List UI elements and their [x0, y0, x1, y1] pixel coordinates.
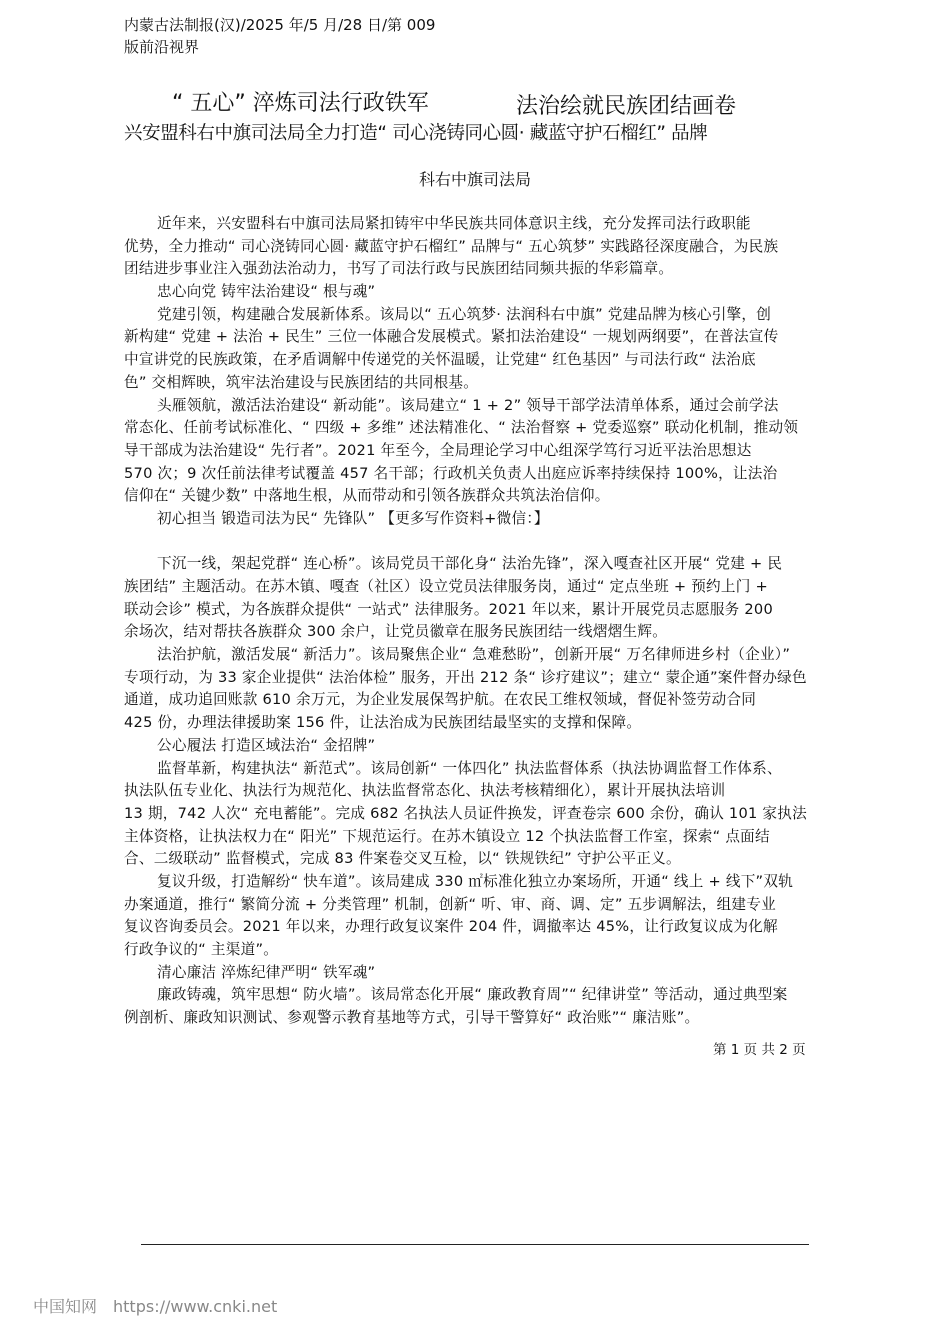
body-line: 复议升级，打造解纷“ 快车道”。该局建成 330 ㎡标准化独立办案场所，开通“ 线上 + 线下”双轨 [157, 872, 794, 890]
newspaper-source-line: 内蒙古法制报(汉)/2025 年/5 月/28 日/第 009 [124, 16, 436, 34]
body-line: 例剖析、廉政知识测试、参观警示教育基地等方式，引导干警算好“ 政治账”“ 廉洁账”。 [124, 1009, 700, 1027]
headline-subtitle: 兴安盟科右中旗司法局全力打造“ 司心浇铸同心圆· 藏蓝守护石榴红” 品牌 [124, 123, 708, 144]
body-line: 优势，全力推动“ 司心浇铸同心圆· 藏蓝守护石榴红” 品牌与“ 五心筑梦” 实践路径深度融合，为民族 [124, 237, 779, 255]
body-line: 廉政铸魂，筑牢思想“ 防火墙”。该局常态化开展“ 廉政教育周”“ 纪律讲堂” 等活动，通过典型案 [157, 986, 788, 1004]
body-line: 色” 交相辉映，筑牢法治建设与民族团结的共同根基。 [124, 373, 479, 391]
body-line: 团结进步事业注入强劲法治动力，书写了司法行政与民族团结同频共振的华彩篇章。 [124, 260, 674, 278]
cnki-brand: 中国知网 [33, 1297, 98, 1316]
body-line: 通道，成功追回账款 610 余万元，为企业发展保驾护航。在农民工维权领域，督促补签劳动合同 [124, 691, 757, 709]
body-line: 清心廉洁 淬炼纪律严明“ 铁军魂” [157, 963, 376, 981]
body-line: 信仰在“ 关键少数” 中落地生根，从而带动和引领各族群众共筑法治信仰。 [124, 487, 610, 505]
body-line: 忠心向党 铸牢法治建设“ 根与魂” [157, 283, 376, 301]
body-line: 近年来，兴安盟科右中旗司法局紧扣铸牢中华民族共同体意识主线，充分发挥司法行政职能 [157, 215, 751, 232]
body-line: 常态化、任前考试标准化、“ 四级 + 多维” 述法精准化、“ 法治督察 + 党委巡察” 联动化机制，推动领 [124, 419, 799, 437]
body-line: 复议咨询委员会。2021 年以来，办理行政复议案件 204 件，调撤率达 45%，让行政复议成为化解 [124, 918, 778, 936]
body-line: 初心担当 锻造司法为民“ 先锋队” 【更多写作资料+微信：】 [157, 509, 549, 527]
body-line: 下沉一线，架起党群“ 连心桥”。该局党员干部化身“ 法治先锋”，深入嘎查社区开展“ 党建 + 民 [157, 555, 783, 573]
body-line: 公心履法 打造区域法治“ 金招牌” [157, 736, 376, 754]
body-line: 联动会诊” 模式，为各族群众提供“ 一站式” 法律服务。2021 年以来，累计开展党员志愿服务 200 [124, 600, 773, 618]
newspaper-section-line: 版前沿视界 [124, 38, 200, 56]
body-line: 专项行动，为 33 家企业提供“ 法治体检” 服务，开出 212 条“ 诊疗建议”；建立“ 蒙企通”案件督办绿色 [124, 668, 807, 686]
body-line: 中宣讲党的民族政策，在矛盾调解中传递党的关怀温暖，让党建“ 红色基因” 与司法行政“ 法治底 [124, 351, 756, 369]
cnki-watermark [33, 1294, 277, 1317]
body-line: 主体资格，让执法权力在“ 阳光” 下规范运行。在苏木镇设立 12 个执法监督工作室，探索“ 点面结 [124, 827, 770, 845]
footer-divider [141, 1244, 809, 1245]
body-line: 合、二级联动” 监督模式，完成 83 件案卷交叉互检，以“ 铁规铁纪” 守护公平正义。 [124, 850, 681, 868]
article-body [124, 213, 834, 1030]
body-line: 法治护航，激活发展“ 新活力”。该局聚焦企业“ 急难愁盼”，创新开展“ 万名律师进乡村（企业）” [157, 646, 791, 664]
body-line: 执法队伍专业化、执法行为规范化、执法监督常态化、执法考核精细化），累计开展执法培训 [124, 782, 726, 800]
body-line: 余场次，结对帮扶各族群众 300 余户，让党员徽章在服务民族团结一线熠熠生辉。 [124, 623, 668, 641]
headline-part-1: “ 五心” 淬炼司法行政铁军 [172, 91, 429, 116]
cnki-url-link[interactable]: https://www.cnki.net [113, 1297, 278, 1316]
body-line: 导干部成为法治建设“ 先行者”。2021 年至今，全局理论学习中心组深学笃行习近平法治思想达 [124, 441, 752, 459]
body-line: 党建引领，构建融合发展新体系。该局以“ 五心筑梦· 法润科右中旗” 党建品牌为核心引擎，创 [157, 305, 772, 323]
article-author: 科右中旗司法局 [418, 170, 531, 189]
blank-line [124, 531, 834, 554]
body-line: 办案通道，推行“ 繁简分流 + 分类管理” 机制，创新“ 听、审、商、调、定” 五步调解法，组建专业 [124, 895, 776, 913]
page-number: 第 1 页 共 2 页 [713, 1042, 806, 1058]
body-line: 族团结” 主题活动。在苏木镇、嘎查（社区）设立党员法律服务岗，通过“ 定点坐班 + 预约上门 + [124, 578, 768, 595]
body-line: 13 期，742 人次“ 充电蓄能”。完成 682 名执法人员证件换发，评查卷宗 600 余份，确认 101 家执法 [124, 804, 807, 822]
body-line: 头雁领航，激活法治建设“ 新动能”。该局建立“ 1 + 2” 领导干部学法清单体系，通过会前学法 [157, 396, 779, 414]
body-line: 425 份，办理法律援助案 156 件，让法治成为民族团结最坚实的支撑和保障。 [124, 714, 642, 732]
headline-part-2: 法治绘就民族团结画卷 [516, 94, 737, 119]
body-line: 新构建“ 党建 + 法治 + 民生” 三位一体融合发展模式。紧扣法治建设“ 一规划两纲要”，在普法宣传 [124, 328, 779, 346]
body-line: 监督革新，构建执法“ 新范式”。该局创新“ 一体四化” 执法监督体系（执法协调监督工作体系、 [157, 759, 782, 777]
body-line: 570 次；9 次任前法律考试覆盖 457 名干部；行政机关负责人出庭应诉率持续保持 100%，让法治 [124, 464, 778, 482]
body-line: 行政争议的“ 主渠道”。 [124, 941, 279, 958]
